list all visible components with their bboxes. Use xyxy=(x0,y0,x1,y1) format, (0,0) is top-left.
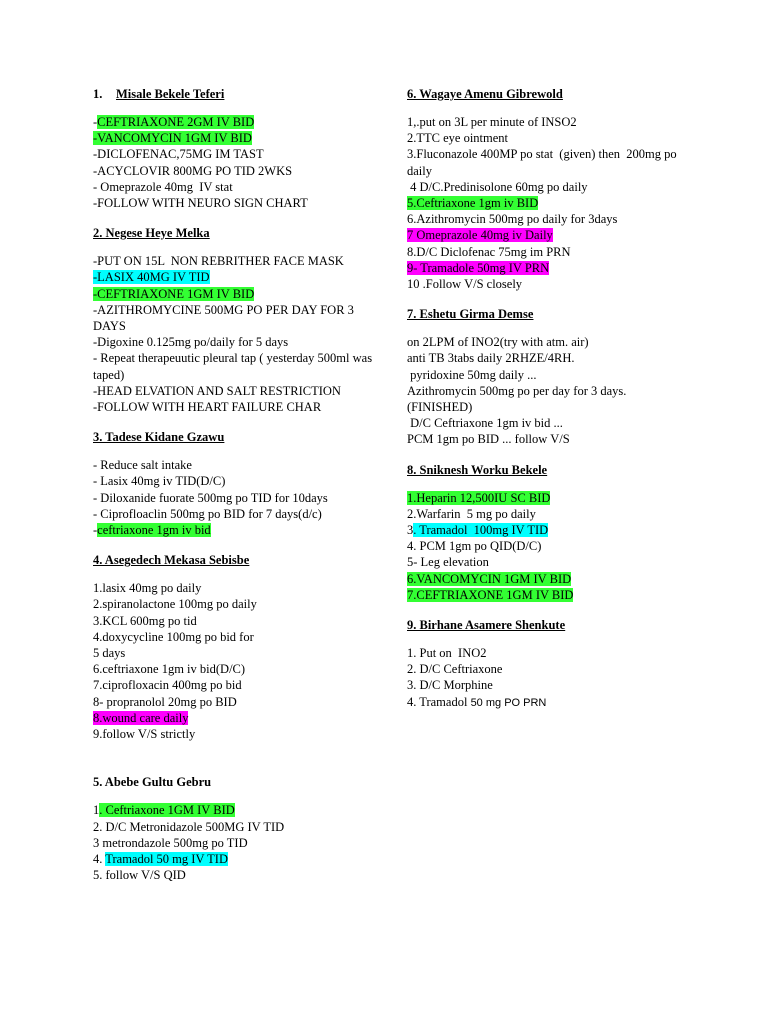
order-list xyxy=(93,253,383,415)
order-line xyxy=(93,867,383,883)
order-line xyxy=(407,260,697,276)
highlighted-order-text: ceftriaxone 1gm iv bid xyxy=(97,523,211,538)
order-list xyxy=(93,457,383,538)
order-line xyxy=(93,473,383,489)
patient-name xyxy=(93,552,383,568)
order-line xyxy=(93,522,383,538)
highlighted-order-text: 7 Omeprazole 40mg iv Daily xyxy=(407,228,553,243)
order-text: 1,.put on 3L per minute of INSO2 xyxy=(407,115,577,129)
order-line xyxy=(93,710,383,726)
order-list xyxy=(407,490,697,603)
order-text: - Repeat therapeuutic pleural tap ( yesterday 500ml was taped) xyxy=(93,351,376,382)
order-line xyxy=(93,334,383,350)
highlighted-order-text: . Ceftriaxone 1GM IV BID xyxy=(99,803,235,818)
patient-name-text: 8. Sniknesh Worku Bekele xyxy=(407,462,548,477)
order-line xyxy=(407,571,697,587)
order-line xyxy=(407,367,697,383)
order-text: 1 xyxy=(93,803,100,818)
patient-name-text: 2. Negese Heye Melka xyxy=(93,226,210,241)
order-line xyxy=(93,596,383,612)
order-line xyxy=(93,506,383,522)
patient-block xyxy=(93,225,383,415)
order-line xyxy=(93,835,383,851)
order-text: 2. D/C Ceftriaxone xyxy=(407,662,503,677)
order-text: -FOLLOW WITH HEART FAILURE CHAR xyxy=(93,400,322,415)
order-line xyxy=(93,286,383,302)
order-line xyxy=(407,506,697,522)
order-text: -DICLOFENAC,75MG IM TAST xyxy=(93,147,264,162)
highlighted-order-text: Tramadol 50 mg IV TID xyxy=(105,851,228,866)
order-list xyxy=(407,645,697,711)
patient-name xyxy=(93,86,383,102)
order-line xyxy=(407,645,697,661)
order-line xyxy=(407,334,697,350)
order-line xyxy=(93,146,383,162)
order-list xyxy=(93,580,383,742)
highlighted-order-text: CEFTRIAXONE 2GM IV BID xyxy=(97,115,255,129)
patient-name-text: 9. Birhane Asamere Shenkute xyxy=(407,618,566,633)
spacer xyxy=(93,756,383,774)
patient-name-text: 5. Abebe Gultu Gebru xyxy=(93,775,212,790)
order-text: 8.D/C Diclofenac 75mg im PRN xyxy=(407,244,571,259)
order-text: 5. follow V/S QID xyxy=(93,868,186,883)
order-text: 7.ciprofloxacin 400mg po bid xyxy=(93,678,242,693)
patient-name-text: 6. Wagaye Amenu Gibrewold xyxy=(407,87,563,101)
order-text: Azithromycin 500mg po per day for 3 days. xyxy=(407,383,627,398)
patient-block xyxy=(407,462,697,603)
highlighted-order-text: 9- Tramadole 50mg IV PRN xyxy=(407,260,550,275)
highlighted-order-text: -VANCOMYCIN 1GM IV BID xyxy=(93,131,252,146)
order-line xyxy=(407,276,697,292)
order-line xyxy=(407,211,697,227)
order-line xyxy=(93,383,383,399)
patient-name xyxy=(407,462,697,478)
order-text: 2. D/C Metronidazole 500MG IV TID xyxy=(93,819,285,834)
order-line xyxy=(407,227,697,243)
highlighted-order-text: -CEFTRIAXONE 1GM IV BID xyxy=(93,286,255,301)
order-text: - Lasix 40mg iv TID(D/C) xyxy=(93,474,226,489)
order-text: - Omeprazole 40mg IV stat xyxy=(93,179,233,194)
order-line xyxy=(93,661,383,677)
order-text: 1.lasix 40mg po daily xyxy=(93,581,202,596)
order-text: - Ciprofloaclin 500mg po BID for 7 days(d/c) xyxy=(93,506,322,521)
order-text: 2.Warfarin 5 mg po daily xyxy=(407,506,536,521)
patient-name-text: 7. Eshetu Girma Demse xyxy=(407,307,534,322)
order-text: -Digoxine 0.125mg po/daily for 5 days xyxy=(93,335,289,350)
order-line xyxy=(93,580,383,596)
patient-name xyxy=(407,306,697,322)
order-text: (FINISHED) xyxy=(407,400,473,415)
patient-block xyxy=(93,552,383,742)
patient-name xyxy=(93,225,383,241)
order-line xyxy=(93,269,383,285)
order-text: anti TB 3tabs daily 2RHZE/4RH. xyxy=(407,351,575,366)
order-text: 4. PCM 1gm po QID(D/C) xyxy=(407,539,542,554)
order-text: -ACYCLOVIR 800MG PO TID 2WKS xyxy=(93,163,293,178)
order-text: 5- Leg elevation xyxy=(407,555,489,570)
order-text: 3. D/C Morphine xyxy=(407,678,493,693)
patient-block xyxy=(93,86,383,211)
highlighted-order-text: 8.wound care daily xyxy=(93,710,189,725)
patient-name xyxy=(407,86,697,102)
order-line xyxy=(407,538,697,554)
order-line xyxy=(93,195,383,211)
order-line xyxy=(407,179,697,195)
order-text: 4. Tramadol xyxy=(407,694,471,709)
order-text: 1. Put on INO2 xyxy=(407,646,487,661)
order-line xyxy=(407,587,697,603)
patient-name-text: 3. Tadese Kidane Gzawu xyxy=(93,430,225,445)
patient-name-text: 4. Asegedech Mekasa Sebisbe xyxy=(93,553,250,568)
order-text: 3.KCL 600mg po tid xyxy=(93,613,197,628)
patient-block xyxy=(93,774,383,883)
order-line xyxy=(407,244,697,260)
order-list xyxy=(407,334,697,447)
order-line xyxy=(93,645,383,661)
order-text: PCM 1gm po BID ... follow V/S xyxy=(407,432,570,447)
order-line xyxy=(407,130,697,146)
order-line xyxy=(407,431,697,447)
order-text: -AZITHROMYCINE 500MG PO PER DAY FOR 3 DAYS xyxy=(93,302,358,334)
highlighted-order-text: . Tramadol 100mg IV TID xyxy=(413,523,549,538)
patient-block xyxy=(407,86,697,292)
order-text: 8- propranolol 20mg po BID xyxy=(93,694,237,709)
patient-block xyxy=(93,429,383,538)
order-text: 9.follow V/S strictly xyxy=(93,727,196,742)
order-line xyxy=(407,554,697,570)
order-text: - Reduce salt intake xyxy=(93,458,192,473)
order-line xyxy=(93,694,383,710)
order-text: -PUT ON 15L NON REBRITHER FACE MASK xyxy=(93,254,344,269)
order-line xyxy=(93,179,383,195)
order-line xyxy=(407,677,697,693)
order-line xyxy=(407,522,697,538)
order-line xyxy=(93,819,383,835)
order-text: 6.ceftriaxone 1gm iv bid(D/C) xyxy=(93,662,246,677)
order-text: 3 xyxy=(407,523,414,538)
order-line xyxy=(93,490,383,506)
order-line xyxy=(93,350,383,382)
order-line xyxy=(93,726,383,742)
highlighted-order-text: 1.Heparin 12,500IU SC BID xyxy=(407,490,551,505)
order-text: 2.spiranolactone 100mg po daily xyxy=(93,597,257,612)
order-line xyxy=(93,677,383,693)
order-text: 2.TTC eye ointment xyxy=(407,131,509,146)
order-line xyxy=(93,851,383,867)
order-line xyxy=(93,302,383,334)
order-line xyxy=(93,457,383,473)
patient-block xyxy=(407,306,697,447)
order-line xyxy=(93,629,383,645)
order-text: 5 days xyxy=(93,646,126,661)
order-line xyxy=(93,130,383,146)
order-text: 3.Fluconazole 400MP po stat (given) then 200mg po daily xyxy=(407,147,680,178)
order-text: -FOLLOW WITH NEURO SIGN CHART xyxy=(93,196,308,211)
order-line xyxy=(93,613,383,629)
patient-name-text: Misale Bekele Teferi xyxy=(116,87,225,101)
order-text: on 2LPM of INO2(try with atm. air) xyxy=(407,335,589,350)
order-text: pyridoxine 50mg daily ... xyxy=(407,367,537,382)
order-line xyxy=(407,383,697,399)
order-list xyxy=(407,114,697,292)
order-text: D/C Ceftriaxone 1gm iv bid ... xyxy=(407,416,563,431)
order-line xyxy=(93,163,383,179)
patient-name xyxy=(93,429,383,445)
order-line xyxy=(407,399,697,415)
patient-name xyxy=(93,774,383,790)
left-column xyxy=(93,86,383,897)
patient-name xyxy=(407,617,697,633)
highlighted-order-text: -LASIX 40MG IV TID xyxy=(93,270,210,285)
order-text: 6.Azithromycin 500mg po daily for 3days xyxy=(407,212,618,227)
order-line xyxy=(407,146,697,178)
order-line xyxy=(407,694,697,711)
order-line xyxy=(407,415,697,431)
order-text: 4. xyxy=(93,851,106,866)
order-line xyxy=(407,490,697,506)
order-line xyxy=(93,114,383,130)
highlighted-order-text: 6.VANCOMYCIN 1GM IV BID xyxy=(407,571,572,586)
order-text: 4 D/C.Predinisolone 60mg po daily xyxy=(407,179,588,194)
order-text: -HEAD ELVATION AND SALT RESTRICTION xyxy=(93,383,341,398)
order-text: 50 mg PO PRN xyxy=(470,696,547,709)
order-list xyxy=(93,802,383,883)
order-line xyxy=(93,253,383,269)
order-line xyxy=(93,802,383,818)
order-line xyxy=(407,114,697,130)
order-text: 3 metrondazole 500mg po TID xyxy=(93,835,248,850)
right-column xyxy=(407,86,697,725)
order-text: 10 .Follow V/S closely xyxy=(407,277,523,292)
patient-block xyxy=(407,617,697,711)
order-text: - Diloxanide fuorate 500mg po TID for 10days xyxy=(93,490,328,505)
order-line xyxy=(407,195,697,211)
order-line xyxy=(407,661,697,677)
order-list xyxy=(93,114,383,211)
order-text: - xyxy=(93,523,98,538)
highlighted-order-text: 7.CEFTRIAXONE 1GM IV BID xyxy=(407,587,574,602)
order-text: 4.doxycycline 100mg po bid for xyxy=(93,629,254,644)
order-line xyxy=(93,399,383,415)
highlighted-order-text: 5.Ceftriaxone 1gm iv BID xyxy=(407,196,539,211)
order-text: - xyxy=(93,115,98,129)
order-line xyxy=(407,350,697,366)
patient-number: 1. xyxy=(93,87,103,101)
